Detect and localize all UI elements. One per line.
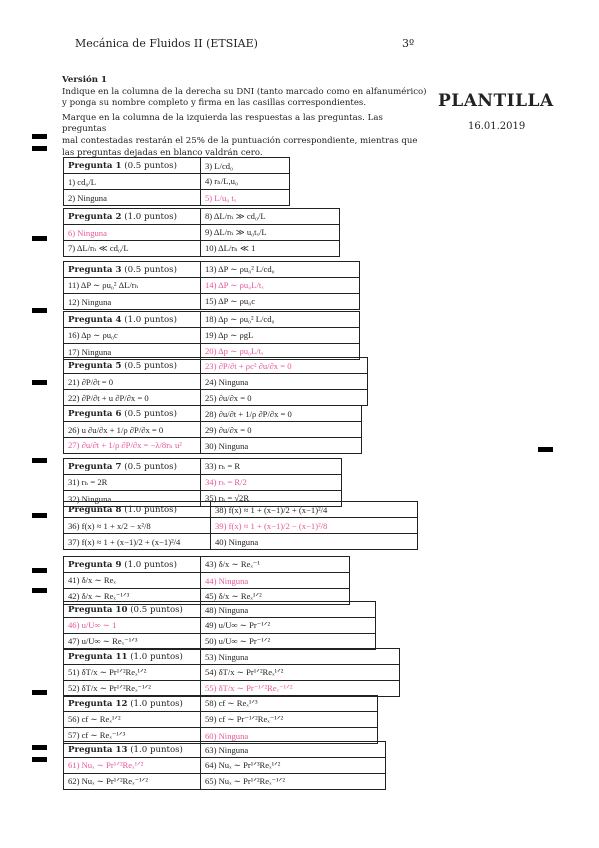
question-title: Pregunta 2 bbox=[68, 211, 122, 222]
answer-option[interactable]: 6) Ninguna bbox=[64, 225, 201, 241]
question-table bbox=[63, 648, 400, 697]
table-row bbox=[64, 312, 360, 328]
question-header bbox=[64, 742, 201, 758]
question-header bbox=[64, 696, 201, 712]
answer-option[interactable]: 22) ∂P/∂t + u ∂P/∂x = 0 bbox=[64, 390, 201, 406]
page-title: PLANTILLA bbox=[438, 91, 554, 111]
timing-mark bbox=[32, 568, 47, 573]
question-table bbox=[63, 261, 360, 310]
answer-option[interactable]: 25) ∂u/∂x = 0 bbox=[201, 390, 368, 406]
table-row bbox=[64, 557, 350, 573]
timing-mark bbox=[538, 447, 553, 452]
question-title: Pregunta 9 bbox=[68, 559, 122, 570]
answer-option[interactable]: 39) f(x) ≈ 1 + (x−1)/2 − (x−1)²/8 bbox=[211, 518, 418, 534]
question-points: (0.5 puntos) bbox=[124, 360, 177, 371]
question-table bbox=[63, 695, 378, 744]
question-table bbox=[63, 458, 342, 507]
table-row bbox=[64, 502, 418, 518]
table-row bbox=[64, 358, 368, 374]
table-row bbox=[64, 742, 386, 758]
question-points: (0.5 puntos) bbox=[130, 604, 183, 615]
instructions-line: mal contestadas restarán el 25% de la puntuación correspondiente, mientras que bbox=[62, 135, 418, 146]
answer-option[interactable]: 12) Ninguna bbox=[64, 294, 201, 310]
answer-option[interactable]: 29) ∂u/∂x = 0 bbox=[201, 422, 362, 438]
question-title: Pregunta 10 bbox=[68, 604, 128, 615]
table-row bbox=[64, 328, 360, 344]
question-header bbox=[64, 502, 211, 518]
answer-option[interactable]: 54) δT/x ∼ Pr¹ᐟ²Reₓ¹ᐟ² bbox=[201, 665, 400, 681]
exam-date: 16.01.2019 bbox=[468, 121, 526, 132]
question-title: Pregunta 6 bbox=[68, 408, 122, 419]
answer-option[interactable]: 23) ∂P/∂t + ρc² ∂u/∂x = 0 bbox=[201, 358, 368, 374]
instructions-line: las preguntas dejadas en blanco valdrán cero. bbox=[62, 147, 263, 158]
timing-mark bbox=[32, 146, 47, 151]
instructions-line: Indique en la columna de la derecha su DNI (tanto marcado como en alfanumérico) bbox=[62, 86, 427, 97]
answer-option[interactable]: 60) Ninguna bbox=[201, 728, 378, 744]
answer-option[interactable]: 45) δ/x ∼ Reₓ¹ᐟ² bbox=[201, 589, 350, 605]
question-title: Pregunta 8 bbox=[68, 504, 122, 515]
timing-mark bbox=[32, 458, 47, 463]
question-title: Pregunta 5 bbox=[68, 360, 122, 371]
answer-option[interactable]: 44) Ninguna bbox=[201, 573, 350, 589]
question-table bbox=[63, 208, 340, 257]
question-points: (0.5 puntos) bbox=[124, 264, 177, 275]
course-title: Mecánica de Fluidos II (ETSIAE) bbox=[75, 37, 258, 50]
table-row bbox=[64, 712, 378, 728]
table-row bbox=[64, 278, 360, 294]
table-row bbox=[64, 573, 350, 589]
timing-mark bbox=[32, 588, 47, 593]
question-table bbox=[63, 741, 386, 790]
table-row bbox=[64, 406, 362, 422]
answer-option[interactable]: 13) ΔP ∼ ρu₀² L/cd₀ bbox=[201, 262, 360, 278]
timing-mark bbox=[32, 690, 47, 695]
table-row bbox=[64, 758, 386, 774]
answer-option[interactable]: 31) rₕ = 2R bbox=[64, 475, 201, 491]
answer-option[interactable]: 42) δ/x ∼ Reₓ⁻¹ᐟ³ bbox=[64, 589, 201, 605]
answer-option[interactable]: 51) δT/x ∼ Pr¹ᐟ²Reₓ¹ᐟ² bbox=[64, 665, 201, 681]
answer-option[interactable]: 49) u/U∞ ∼ Pr⁻¹ᐟ² bbox=[201, 618, 376, 634]
answer-option[interactable]: 58) cf ∼ Reₓ¹ᐟ³ bbox=[201, 696, 378, 712]
answer-option[interactable]: 47) u/U∞ ∼ Reₓ⁻¹ᐟ³ bbox=[64, 634, 201, 650]
answer-option[interactable]: 16) Δp ∼ ρu₀c bbox=[64, 328, 201, 344]
question-header bbox=[64, 557, 201, 573]
question-title: Pregunta 7 bbox=[68, 461, 122, 472]
question-points: (0.5 puntos) bbox=[124, 408, 177, 419]
answer-option[interactable]: 65) Nuₓ ∼ Pr¹ᐟ²Reₓ⁻¹ᐟ² bbox=[201, 774, 386, 790]
timing-mark bbox=[32, 134, 47, 139]
table-row bbox=[64, 618, 376, 634]
instructions-line: y ponga su nombre completo y firma en las casillas correspondientes. bbox=[62, 98, 367, 109]
answer-option[interactable]: 9) ΔL/rₕ ≫ u₀tₓ/L bbox=[201, 225, 340, 241]
answer-option[interactable]: 35) rₕ = √2R bbox=[201, 491, 342, 507]
table-row bbox=[64, 241, 340, 257]
question-points: (1.0 puntos) bbox=[130, 651, 183, 662]
answer-option[interactable]: 59) cf ∼ Pr⁻¹ᐟ²Reₓ⁻¹ᐟ² bbox=[201, 712, 378, 728]
answer-option[interactable]: 5) L/u₀ tₓ bbox=[201, 190, 290, 206]
question-title: Pregunta 12 bbox=[68, 698, 128, 709]
question-header bbox=[64, 602, 201, 618]
answer-option[interactable]: 52) δT/x ∼ Pr¹ᐟ²Reₓ⁻¹ᐟ² bbox=[64, 681, 201, 697]
answer-option[interactable]: 2) Ninguna bbox=[64, 190, 201, 206]
question-table bbox=[63, 405, 362, 454]
question-header bbox=[64, 358, 201, 374]
table-row bbox=[64, 209, 340, 225]
answer-option[interactable]: 61) Nuₓ ∼ Pr¹ᐟ²Reₓ¹ᐟ² bbox=[64, 758, 201, 774]
table-row bbox=[64, 602, 376, 618]
answer-option[interactable]: 48) Ninguna bbox=[201, 602, 376, 618]
answer-option[interactable]: 43) δ/x ∼ Reₓ⁻¹ bbox=[201, 557, 350, 573]
table-row bbox=[64, 174, 290, 190]
answer-option[interactable]: 56) cf ∼ Reₓ¹ᐟ² bbox=[64, 712, 201, 728]
answer-option[interactable]: 37) f(x) ≈ 1 + (x−1)/2 + (x−1)²/4 bbox=[64, 534, 211, 550]
table-row bbox=[64, 459, 342, 475]
answer-option[interactable]: 33) rₕ = R bbox=[201, 459, 342, 475]
question-table bbox=[63, 501, 418, 550]
question-title: Pregunta 13 bbox=[68, 744, 128, 755]
table-row bbox=[64, 649, 400, 665]
question-header bbox=[64, 649, 201, 665]
question-title: Pregunta 1 bbox=[68, 160, 122, 171]
table-row bbox=[64, 262, 360, 278]
answer-option[interactable]: 4) rₕ/L,u₀ bbox=[201, 174, 290, 190]
answer-option[interactable]: 40) Ninguna bbox=[211, 534, 418, 550]
table-row bbox=[64, 158, 290, 174]
answer-option[interactable]: 17) Ninguna bbox=[64, 344, 201, 360]
answer-option[interactable]: 53) Ninguna bbox=[201, 649, 400, 665]
question-title: Pregunta 4 bbox=[68, 314, 122, 325]
timing-mark bbox=[32, 236, 47, 241]
table-row bbox=[64, 534, 418, 550]
answer-option[interactable]: 46) u/U∞ ∼ 1 bbox=[64, 618, 201, 634]
answer-option[interactable]: 24) Ninguna bbox=[201, 374, 368, 390]
question-header bbox=[64, 262, 201, 278]
question-title: Pregunta 11 bbox=[68, 651, 128, 662]
answer-option[interactable]: 21) ∂P/∂t = 0 bbox=[64, 374, 201, 390]
question-table bbox=[63, 601, 376, 650]
question-table bbox=[63, 357, 368, 406]
table-row bbox=[64, 225, 340, 241]
table-row bbox=[64, 518, 418, 534]
answer-option[interactable]: 15) ΔP ∼ ρu₀c bbox=[201, 294, 360, 310]
answer-option[interactable]: 50) u/U∞ ∼ Pr⁻¹ᐟ² bbox=[201, 634, 376, 650]
answer-option[interactable]: 8) ΔL/rₕ ≫ cd₀/L bbox=[201, 209, 340, 225]
question-points: (1.0 puntos) bbox=[130, 698, 183, 709]
instructions-line: Marque en la columna de la izquierda las respuestas a las preguntas. Las preguntas bbox=[62, 112, 383, 135]
answer-option[interactable]: 26) u ∂u/∂x + 1/ρ ∂P/∂x = 0 bbox=[64, 422, 201, 438]
timing-mark bbox=[32, 308, 47, 313]
timing-mark bbox=[32, 757, 47, 762]
answer-option[interactable]: 36) f(x) ≈ 1 + x/2 − x²/8 bbox=[64, 518, 211, 534]
answer-option[interactable]: 34) rₕ = R/2 bbox=[201, 475, 342, 491]
answer-option[interactable]: 19) Δp ∼ ρgL bbox=[201, 328, 360, 344]
table-row bbox=[64, 294, 360, 310]
table-row bbox=[64, 475, 342, 491]
question-table bbox=[63, 556, 350, 605]
answer-option[interactable]: 32) Ninguna bbox=[64, 491, 201, 507]
question-points: (1.0 puntos) bbox=[124, 559, 177, 570]
version-label: Versión 1 bbox=[62, 75, 107, 85]
answer-option[interactable]: 62) Nuₓ ∼ Pr¹ᐟ²Reₓ⁻¹ᐟ² bbox=[64, 774, 201, 790]
question-table bbox=[63, 311, 360, 360]
table-row bbox=[64, 374, 368, 390]
table-row bbox=[64, 665, 400, 681]
answer-option[interactable]: 38) f(x) ≈ 1 + (x−1)/2 + (x−1)²/4 bbox=[211, 502, 418, 518]
answer-option[interactable]: 57) cf ∼ Reₓ⁻¹ᐟ³ bbox=[64, 728, 201, 744]
timing-mark bbox=[32, 513, 47, 518]
table-row bbox=[64, 390, 368, 406]
instructions bbox=[62, 75, 427, 159]
question-points: (0.5 puntos) bbox=[124, 160, 177, 171]
question-points: (1.0 puntos) bbox=[124, 211, 177, 222]
question-header bbox=[64, 158, 201, 174]
answer-option[interactable]: 20) Δp ∼ ρu₀L/tₓ bbox=[201, 344, 360, 360]
answer-option[interactable]: 10) ΔL/rₕ ≪ 1 bbox=[201, 241, 340, 257]
table-row bbox=[64, 774, 386, 790]
answer-option[interactable]: 7) ΔL/rₕ ≪ cd₀/L bbox=[64, 241, 201, 257]
answer-option[interactable]: 41) δ/x ∼ Reₓ bbox=[64, 573, 201, 589]
question-points: (1.0 puntos) bbox=[124, 314, 177, 325]
answer-option[interactable]: 1) cd₀/L bbox=[64, 174, 201, 190]
timing-mark bbox=[32, 745, 47, 750]
answer-option[interactable]: 11) ΔP ∼ ρu₀² ΔL/rₕ bbox=[64, 278, 201, 294]
question-points: (1.0 puntos) bbox=[130, 744, 183, 755]
table-row bbox=[64, 190, 290, 206]
table-row bbox=[64, 438, 362, 454]
table-row bbox=[64, 422, 362, 438]
question-table bbox=[63, 157, 290, 206]
table-row bbox=[64, 696, 378, 712]
answer-option[interactable]: 64) Nuₓ ∼ Pr¹ᐟ³Reₓ¹ᐟ² bbox=[201, 758, 386, 774]
question-points: (0.5 puntos) bbox=[124, 461, 177, 472]
answer-option[interactable]: 55) δT/x ∼ Pr⁻¹ᐟ²Reₓ⁻¹ᐟ² bbox=[201, 681, 400, 697]
timing-mark bbox=[32, 380, 47, 385]
answer-option[interactable]: 14) ΔP ∼ ρu₀L/tₓ bbox=[201, 278, 360, 294]
question-header bbox=[64, 459, 201, 475]
question-points: (1.0 puntos) bbox=[124, 504, 177, 515]
answer-option[interactable]: 63) Ninguna bbox=[201, 742, 386, 758]
answer-option[interactable]: 3) L/cd₀ bbox=[201, 158, 290, 174]
answer-option[interactable]: 30) Ninguna bbox=[201, 438, 362, 454]
question-header bbox=[64, 209, 201, 225]
question-header bbox=[64, 312, 201, 328]
answer-option[interactable]: 18) Δp ∼ ρu₀² L/cd₀ bbox=[201, 312, 360, 328]
answer-option[interactable]: 27) ∂u/∂t + 1/ρ ∂P/∂x = −λ/8rₕ u² bbox=[64, 438, 201, 454]
question-title: Pregunta 3 bbox=[68, 264, 122, 275]
question-header bbox=[64, 406, 201, 422]
answer-option[interactable]: 28) ∂u/∂t + 1/ρ ∂P/∂x = 0 bbox=[201, 406, 362, 422]
course-year: 3º bbox=[402, 37, 415, 50]
